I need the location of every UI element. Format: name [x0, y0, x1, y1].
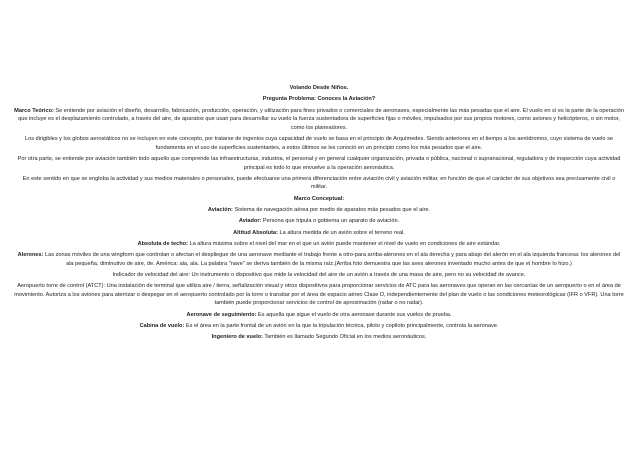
definition-label: Altitud Absoluta:	[233, 229, 278, 236]
paragraph-dirigibles: Los dirigibles y los globos aerostáticos no se incluyen en este concepto, por tratarse de ingenios cuya capacidad de vuelo se basa en el principio de Arquímedes. Siendo anteriores en el tiempo a los aeródromos, cuyo sistema de vuelo se fundamenta en el uso de superficies sustentantes, a estos últimos se les conoció en un principio como los más pesados que el aire.	[24, 136, 613, 151]
definition-text: Es el área en la parte frontal de un avión en la que la tripulación técnica, piloto y copiloto principalmente, controla la aeronave.	[184, 322, 499, 329]
definition-cabina	[14, 322, 624, 331]
marco-conceptual-heading: Marco Conceptual:	[293, 195, 345, 202]
definition-label: Ingeniero de vuelo:	[211, 334, 263, 341]
definition-aviador	[14, 217, 624, 226]
marco-teorico-text: Se entiende por aviación el diseño, desarrollo, fabricación, producción, operación, y utilización para fines privados o comerciales de aeronaves, especialmente las más pesadas que el aire. El vuelo en sí es la parte de la operación que incluye es el desplazamiento controlado, a través del aire, de aparatos que usan para desarrollar su vuelo la fuerza sustentadora de superficies fijas o móviles, impulsados por sus propios motores, como aviones y helicópteros, o sin motor, como los planeadores.	[18, 107, 624, 131]
definition-text: También es llamado Segundo Oficial en los medios aeronáuticos.	[262, 334, 427, 341]
definition-altitud	[14, 229, 624, 238]
definition-aviacion	[14, 206, 624, 215]
paragraph-civil-militar: En este sentido en que se engloba la actividad y sus medios materiales o personales, puede efectuarse una primera diferenciación entre aviación civil y aviación militar, en función de que el carácter de sus objetivos sea precisamente civil o militar.	[22, 175, 616, 191]
document-body	[14, 84, 624, 345]
document-title: Volando Desde Niños.	[289, 85, 349, 91]
problem-question: Pregunta Problema: Conoces la Aviación?	[262, 96, 376, 103]
definition-atct: Aeropuerto torre de control (ATCT): Una instalación de terminal que utiliza aire / tierra, señalización visual y otros dispositivos para proporcionar servicios de ATC para las aeronaves que operan en las cercanías de un aeropuerto o en el área de movimiento. Autoriza a los aviones para aterrizar o despegar en el aeropuerto controlado por la torre o transitar por el área de espacio aéreo Clase D, independientemente del plan de vuelo o las condiciones meteorológicas (IFR o VFR). Una torre también puede proporcionar servicios de control de aproximación (radar o no radar).	[14, 283, 624, 307]
definition-seguimiento	[14, 311, 624, 320]
definition-label: Cabina de vuelo:	[139, 322, 185, 329]
definition-label: Aviación:	[207, 206, 233, 213]
definition-text: Las zonas móviles de una wingform que controlan o afectan el despliegue de una aeronave mediante el trabajo frente a otro-para arriba-alerones en el ala derecha y para abajo del alerón en el ala izquierda francesa: los alerones del ala pequeña, diminutivo de aire, de. América: ala, ala. La palabra "nave" se deriva también de la misma raíz.(Arriba foto demuestra que las aves alerones inventado mucho antes de que el hombre lo hizo.)	[43, 252, 621, 267]
definition-ingeniero	[14, 333, 624, 342]
definition-text: La altura medida de un avión sobre el terreno real.	[277, 229, 405, 236]
definition-label: Aeronave de seguimiento:	[186, 311, 257, 318]
definition-text: La altura máxima sobre el nivel del mar en el que un avión puede mantener el nivel de vuelo en condiciones de aire estándar.	[187, 240, 501, 247]
definition-label: Aviador:	[238, 218, 262, 225]
definition-text: Persona que tripula o gobierna un aparato de aviación.	[261, 218, 400, 225]
definition-indicador: Indicador de velocidad del aire: Un instrumento o dispositivo que mide la velocidad del aire de un avión a través de una masa de aire, pero no su velocidad de avance.	[112, 271, 526, 278]
definition-techo	[14, 240, 624, 249]
definition-label: Alerones:	[17, 252, 44, 259]
definition-text: Es aquella que sigue el vuelo de otra aeronave durante sus vuelos de prueba.	[256, 311, 452, 318]
paragraph-infraestructuras: Por otra parte, se entiende por aviación también todo aquello que comprende las infraestructuras, industria, el personal y en general cualquier organización, privada o pública, nacional o supranacional, reguladora y de inspección cuya actividad principal es todo lo que envuelve a la operación aeronáutica.	[17, 155, 621, 171]
definition-text: Sistema de navegación aérea por medio de aparatos más pesados que el aire.	[232, 206, 431, 213]
marco-teorico-paragraph	[14, 107, 624, 133]
marco-teorico-label: Marco Teórico:	[14, 107, 54, 114]
definition-label: Absoluta de techo:	[137, 240, 188, 247]
definition-alerones	[14, 251, 624, 268]
